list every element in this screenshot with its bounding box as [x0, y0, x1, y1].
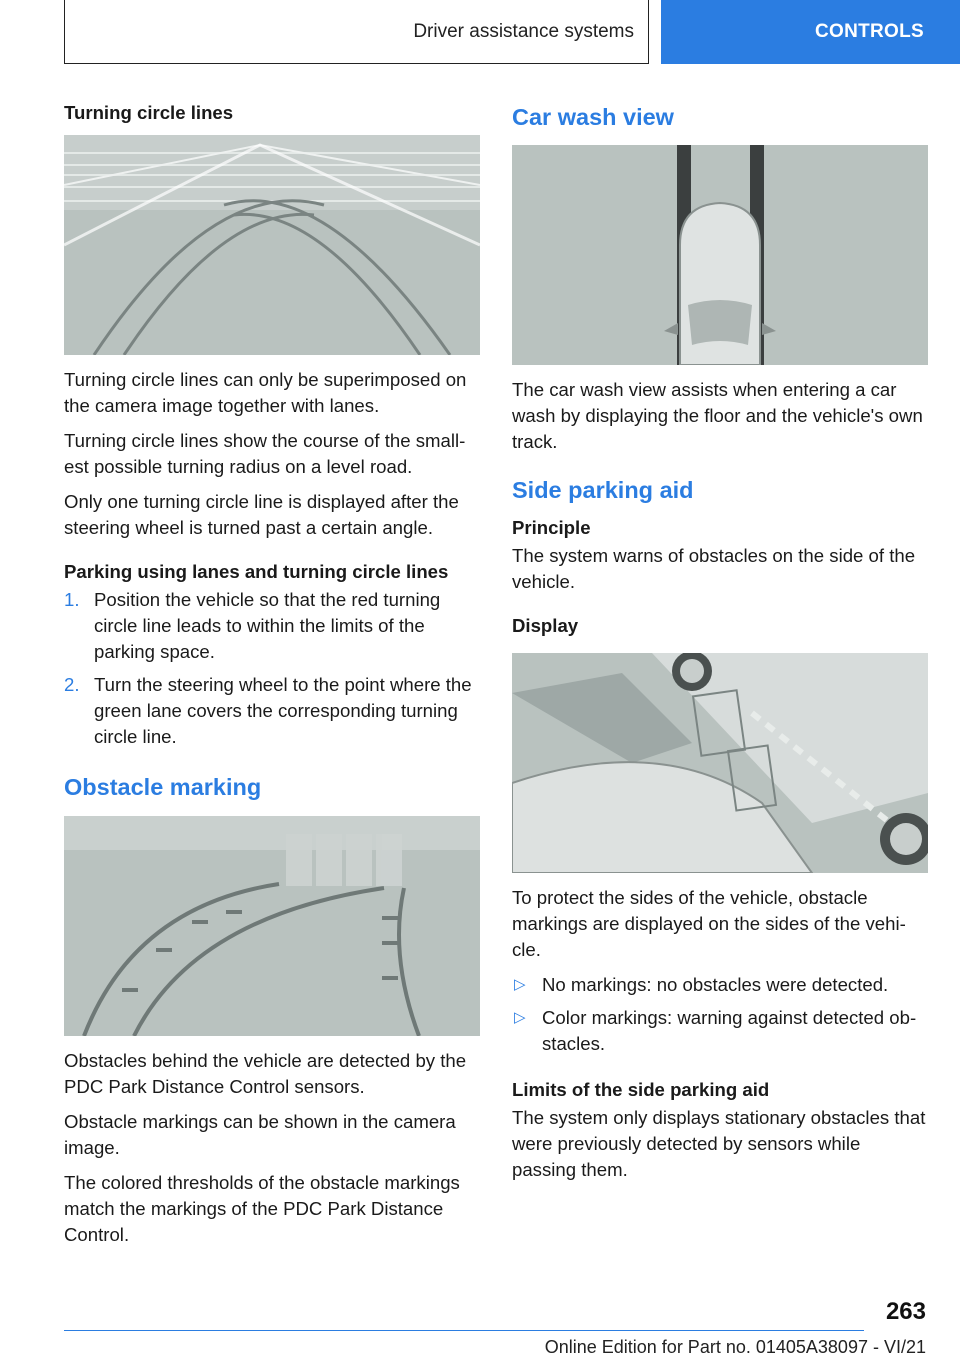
side-parking-illustration — [512, 653, 928, 873]
section-title: Driver assistance systems — [413, 20, 634, 42]
left-column — [64, 100, 480, 1257]
principle-paragraph: The system warns of obstacles on the side of the vehicle. — [512, 545, 916, 592]
parking-steps-list — [64, 587, 480, 750]
limits-paragraph: The system only displays stationary obstacles that were previously detected by sensors while passing them. — [512, 1107, 926, 1180]
step-number: 2. — [64, 674, 80, 695]
step-number: 1. — [64, 589, 80, 610]
car-wash-paragraph: The car wash view assists when entering a car wash by displaying the floor and the vehicle's own track. — [512, 379, 923, 452]
car-wash-illustration — [512, 145, 928, 365]
limits-heading: Limits of the side parking aid — [512, 1079, 770, 1100]
obstacle-marking-illustration — [64, 816, 480, 1036]
bullet-text: No markings: no obstacles were detected. — [542, 974, 889, 995]
triangle-bullet-icon: ▷ — [514, 976, 526, 993]
side-parking-heading: Side parking aid — [512, 477, 694, 503]
header-tab-controls[interactable] — [661, 0, 960, 64]
triangle-bullet-icon: ▷ — [514, 1009, 526, 1026]
step-text: Turn the steering wheel to the point where the green lane covers the corresponding turning circle line. — [94, 674, 472, 747]
turning-circle-paragraph-1: Turning circle lines can only be superimposed on the camera image together with lanes. — [64, 369, 467, 416]
obstacle-paragraph-1: Obstacles behind the vehicle are detected by the PDC Park Distance Control sensors. — [64, 1050, 467, 1097]
obstacle-paragraph-2: Obstacle markings can be shown in the camera image. — [64, 1111, 456, 1158]
list-item — [512, 1005, 928, 1057]
step-text: Position the vehicle so that the red turning circle line leads to within the limits of the parking space. — [94, 589, 441, 662]
obstacle-paragraph-3: The colored thresholds of the obstacle markings match the markings of the PDC Park Distance Control. — [64, 1172, 460, 1245]
obstacle-marking-heading: Obstacle marking — [64, 774, 262, 800]
edition-footer: Online Edition for Part no. 01405A38097 - VI/21 — [544, 1337, 926, 1357]
turning-circle-illustration — [64, 135, 480, 355]
list-item — [512, 972, 928, 998]
car-wash-heading: Car wash view — [512, 104, 674, 130]
display-heading: Display — [512, 615, 579, 636]
page-number: 263 — [885, 1298, 926, 1325]
principle-heading: Principle — [512, 517, 591, 538]
list-item — [64, 587, 480, 665]
parking-lanes-heading: Parking using lanes and turning circle lines — [64, 561, 449, 582]
header-section-title — [64, 0, 649, 64]
marking-bullets-list — [512, 972, 928, 1057]
footer-divider — [64, 1330, 864, 1331]
turning-circle-paragraph-2: Turning circle lines show the course of the small‐ est possible turning radius on a level road. — [64, 430, 466, 477]
right-column — [512, 100, 928, 1192]
bullet-text: Color markings: warning against detected ob‐ stacles. — [542, 1007, 917, 1054]
tab-label: CONTROLS — [815, 21, 925, 42]
display-paragraph: To protect the sides of the vehicle, obstacle markings are displayed on the sides of the vehi‐ cle. — [512, 887, 906, 960]
turning-circle-heading: Turning circle lines — [64, 102, 234, 123]
turning-circle-paragraph-3: Only one turning circle line is displayed after the steering wheel is turned past a certain angle. — [64, 491, 459, 538]
list-item — [64, 672, 480, 750]
